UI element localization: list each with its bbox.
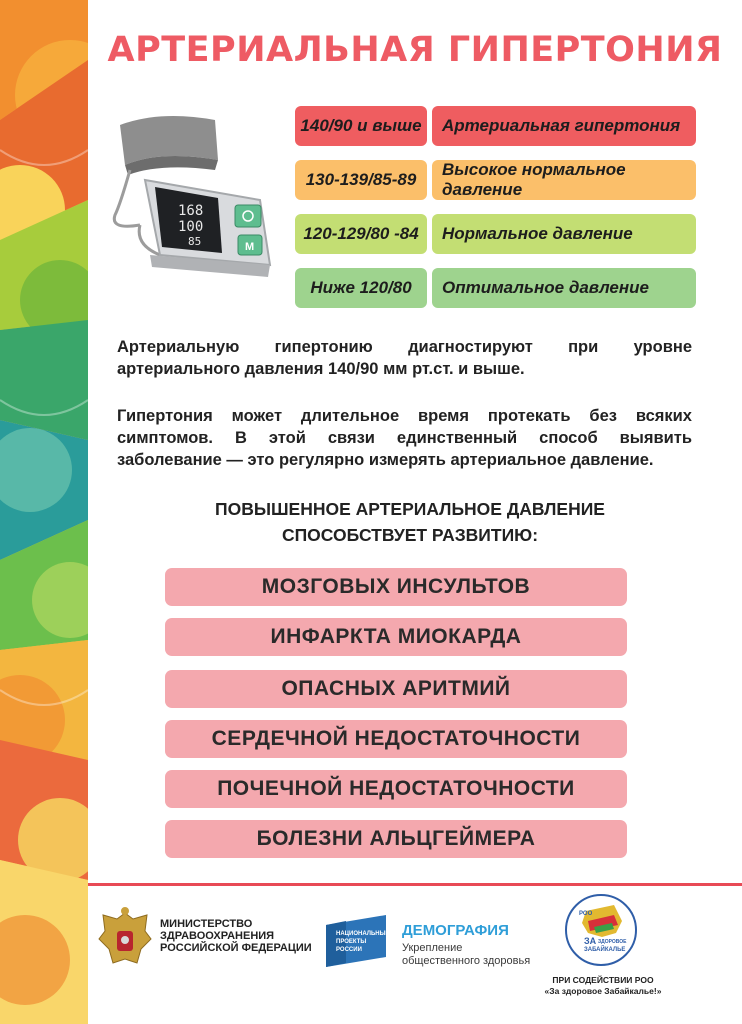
footer-divider (88, 883, 742, 886)
demography-subtitle (402, 942, 530, 968)
demography-line1: Укрепление (402, 942, 463, 954)
risk-heading-line1: ПОВЫШЕННОЕ АРТЕРИАЛЬНОЕ ДАВЛЕНИЕ (215, 499, 605, 519)
national-projects-line3: РОССИИ (336, 947, 362, 953)
pressure-range: Ниже 120/80 (295, 268, 427, 308)
support-line1: ПРИ СОДЕЙСТВИИ РОО (552, 975, 654, 985)
demography-title: ДЕМОГРАФИЯ (402, 922, 509, 939)
roo-logo-line3: ЗАБАЙКАЛЬЕ (584, 947, 626, 953)
m-button-label: M (245, 241, 255, 253)
condition-item: МОЗГОВЫХ ИНСУЛЬТОВ (165, 568, 627, 606)
pressure-category: Нормальное давление (432, 214, 696, 254)
decorative-stripe (0, 0, 88, 1024)
national-projects-line2: ПРОЕКТЫ (336, 939, 367, 945)
roo-logo-top: РОО (579, 911, 593, 917)
risk-heading (130, 496, 690, 548)
national-projects-line1: НАЦИОНАЛЬНЫЕ (336, 931, 390, 937)
national-projects-logo (326, 915, 398, 967)
risk-heading-line2: СПОСОБСТВУЕТ РАЗВИТИЮ: (281, 525, 539, 545)
roo-logo-line2: ЗДОРОВОЕ (598, 939, 627, 945)
pressure-category: Оптимальное давление (432, 268, 696, 308)
support-note (538, 975, 668, 997)
condition-item: ОПАСНЫХ АРИТМИЙ (165, 670, 627, 708)
condition-item: ПОЧЕЧНОЙ НЕДОСТАТОЧНОСТИ (165, 770, 627, 808)
ministry-line2: ЗДРАВООХРАНЕНИЯ (160, 930, 275, 942)
ministry-name (160, 918, 312, 954)
pressure-category: Высокое нормальное давление (432, 160, 696, 200)
display-systolic: 168 (178, 203, 204, 219)
roo-logo (564, 893, 638, 967)
pressure-range: 140/90 и выше (295, 106, 427, 146)
coat-of-arms-icon (95, 905, 155, 971)
pressure-range: 120-129/80 -84 (295, 214, 427, 254)
paragraph-diagnosis: Артериальную гипертонию диагностируют при уровне артериального давления 140/90 мм рт.ст. и выше. (117, 338, 692, 378)
page-title: АРТЕРИАЛЬНАЯ ГИПЕРТОНИЯ (107, 30, 723, 70)
condition-item: ИНФАРКТА МИОКАРДА (165, 618, 627, 656)
display-pulse: 85 (188, 235, 202, 248)
ministry-line3: РОССИЙСКОЙ ФЕДЕРАЦИИ (160, 942, 312, 954)
roo-logo-line1: ЗА (584, 936, 597, 946)
pressure-category: Артериальная гипертония (432, 106, 696, 146)
support-line2: «За здоровое Забайкалье!» (544, 986, 662, 996)
display-diastolic: 100 (178, 219, 204, 235)
ministry-line1: МИНИСТЕРСТВО (160, 918, 253, 930)
pressure-range: 130-139/85-89 (295, 160, 427, 200)
blood-pressure-monitor-image (100, 105, 290, 310)
demography-line2: общественного здоровья (402, 955, 531, 967)
condition-item: СЕРДЕЧНОЙ НЕДОСТАТОЧНОСТИ (165, 720, 627, 758)
condition-item: БОЛЕЗНИ АЛЬЦГЕЙМЕРА (165, 820, 627, 858)
paragraph-symptoms: Гипертония может длительное время протекать без всяких симптомов. В этой связи единственный способ выявить заболевание — это регулярно измерять артериальное давление. (117, 407, 692, 469)
